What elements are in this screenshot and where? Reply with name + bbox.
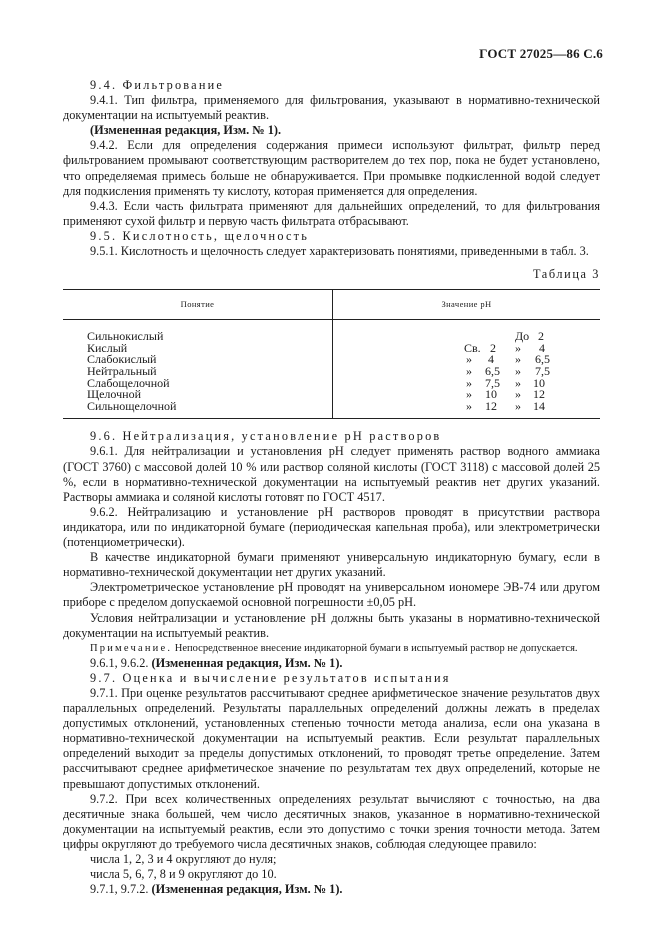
note-text: Непосредственное внесение индикаторной бумаги в испытуемый раствор не допускается. (172, 642, 578, 654)
ph-value-column (333, 320, 601, 419)
table-row: Сильнокислый (87, 329, 164, 344)
paragraph-9-7-1: 9.7.1. При оценке результатов рассчитывают среднее арифметическое значение результатов двух параллельных определений. Результаты параллельных определений должны лежать в пределах допустимых отклонений, установленных степенью точности метода анализа, если она указана в нормативно-технической документации на испытуемый реактив. Если результат параллельных определений выходит за пределы допустимых отклонений, то проводят третье определение. Затем рассчитывают среднее арифметическое значение по результатам тех двух определений, которые не превышают допустимых отклонений. (63, 685, 600, 791)
table-row: » 12 » 14 (466, 398, 545, 413)
table-row: » 10 » 12 (466, 387, 545, 402)
paragraph-neutralization-conditions: Условия нейтрализации и установление pH должны быть указаны в нормативно-технической документации на испытуемый реактив. (63, 610, 600, 640)
note (63, 641, 600, 656)
paragraph-electrometric: Электрометрическое установление pH проводят на универсальном иономере ЭВ-74 или другом приборе с пределом допускаемой основной погрешности ±0,05 pH. (63, 580, 600, 610)
table-row: Нейтральный (87, 364, 157, 378)
edit-note: (Измененная редакция, Изм. № 1). (90, 123, 282, 138)
table-label: Таблица 3 (533, 267, 600, 282)
table-row: Слабокислый (87, 352, 157, 367)
table-row: Щелочной (87, 387, 141, 402)
table-row: Слабощелочной (87, 375, 170, 390)
edit-note: 9.7.1, 9.7.2. (Измененная редакция, Изм. № 1). (90, 882, 343, 897)
table-row: Св. 2 » 4 (464, 340, 545, 355)
ph-table (63, 289, 600, 419)
paragraph-9-4-2: 9.4.2. Если для определения содержания примеси используют фильтрат, фильтр перед фильтрованием промывают соответствующим растворителем до тех пор, пока не будет установлено, что определяемая примесь больше не обнаруживается. При промывке подкисленной водой следует для подкисления применять ту кислоту, которая применяется для определения. (63, 138, 600, 198)
table-row: » 6,5 » 7,5 (466, 364, 550, 378)
table-row: До 2 (515, 329, 544, 344)
concept-column (63, 320, 333, 419)
table-row: » 7,5 » 10 (466, 375, 545, 390)
section-heading-9-4: 9.4. Фильтрование (90, 78, 225, 92)
edit-note: 9.6.1, 9.6.2. (Измененная редакция, Изм. № 1). (90, 655, 343, 670)
paragraph-9-6-1: 9.6.1. Для нейтрализации и установления pH следует применять раствор водного аммиака (ГОСТ 3760) с массовой долей 10 % или раствор соляной кислоты (ГОСТ 3118) с массовой долей 25 %, если в нормативно-технической документации на испытуемый реактив нет других указаний. Растворы аммиака и соляной кислоты готовят по ГОСТ 4517. (63, 444, 600, 504)
table-row: » 4 » 6,5 (466, 352, 550, 367)
paragraph-9-5-1: 9.5.1. Кислотность и щелочность следует характеризовать понятиями, приведенными в табл. 3. (90, 244, 589, 259)
section-heading-9-5: 9.5. Кислотность, щелочность (90, 228, 310, 243)
section-heading-9-7: 9.7. Оценка и вычисление результатов испытания (90, 670, 451, 685)
rounding-rule-2: числа 5, 6, 7, 8 и 9 округляют до 10. (90, 867, 277, 882)
document-body (63, 78, 600, 897)
table-header-ph: Значение pH (333, 290, 601, 320)
paragraph-9-4-3: 9.4.3. Если часть фильтрата применяют для дальнейших определений, то для фильтрования применяют сухой фильтр и первую часть фильтрата отбрасывают. (63, 198, 600, 228)
paragraph-9-7-2: 9.7.2. При всех количественных определениях результат вычисляют с точностью, на два десятичные знака большей, чем число десятичных знаков, указанное в нормативно-технической документации на испытуемый реактив, если это допустимо с точки зрения точности метода. Затем цифры округляют до требуемого числа десятичных знаков, соблюдая следующее правило: (63, 791, 600, 851)
paragraph-indicator-paper: В качестве индикаторной бумаги применяют универсальную индикаторную бумагу, если в нормативно-технической документации нет других указаний. (63, 550, 600, 580)
note-label: Примечание. (90, 642, 173, 654)
page-header: ГОСТ 27025—86 С.6 (479, 46, 603, 61)
table-row: Кислый (87, 340, 128, 355)
rounding-rule-1: числа 1, 2, 3 и 4 округляют до нуля; (90, 852, 277, 866)
table-row: Сильнощелочной (87, 398, 177, 413)
paragraph-9-4-1: 9.4.1. Тип фильтра, применяемого для фильтрования, указывают в нормативно-технической документации на испытуемый реактив. (63, 93, 600, 123)
paragraph-9-6-2: 9.6.2. Нейтрализацию и установление pH растворов проводят в присутствии раствора индикатора, или по индикаторной бумаге (периодическая капельная проба), или электрометрически (потенциометрически). (63, 504, 600, 550)
section-heading-9-6: 9.6. Нейтрализация, установление pH растворов (90, 429, 442, 444)
table-header-concept: Понятие (63, 290, 333, 320)
